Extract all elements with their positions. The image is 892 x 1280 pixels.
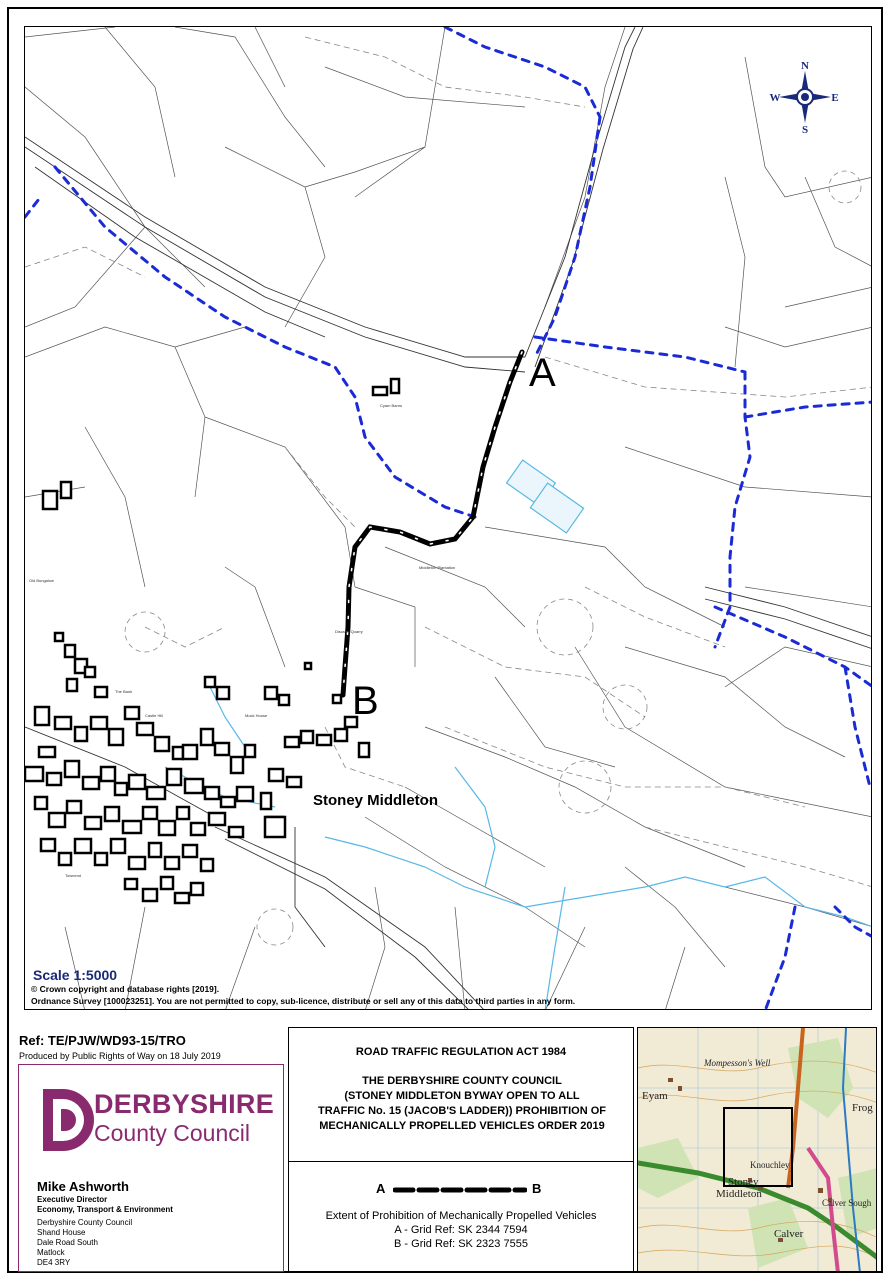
order-line: TRAFFIC No. 15 (JACOB'S LADDER)) PROHIBITION OF bbox=[317, 1105, 606, 1117]
produced-by: Produced by Public Rights of Way on 18 July 2019 bbox=[19, 1051, 221, 1061]
svg-text:Castle Hill: Castle Hill bbox=[145, 713, 164, 718]
legend-row bbox=[289, 1181, 633, 1201]
compass-n: N bbox=[801, 61, 809, 72]
legend-b: B bbox=[532, 1181, 542, 1196]
act-title: ROAD TRAFFIC REGULATION ACT 1984 bbox=[355, 1046, 567, 1058]
svg-text:Middleton Plantation: Middleton Plantation bbox=[419, 565, 456, 570]
address-line: Derbyshire County Council bbox=[37, 1218, 133, 1227]
dashed-paths bbox=[25, 37, 872, 887]
order-details-box bbox=[288, 1027, 634, 1272]
compass-rose-icon bbox=[769, 61, 841, 133]
council-info-box bbox=[18, 1064, 284, 1272]
streams bbox=[165, 677, 872, 1010]
director-title-1: Executive Director bbox=[37, 1195, 108, 1204]
svg-text:Townend: Townend bbox=[65, 873, 82, 878]
inset-label: Stoney bbox=[728, 1176, 759, 1188]
svg-text:The Bank: The Bank bbox=[115, 689, 133, 694]
scale-label: Scale 1:5000 bbox=[33, 967, 118, 983]
field-boundaries bbox=[25, 27, 872, 1010]
point-a-label: A bbox=[529, 351, 556, 395]
legend-a: A bbox=[376, 1181, 386, 1196]
director-name: Mike Ashworth bbox=[37, 1179, 129, 1194]
map-panel[interactable] bbox=[24, 26, 872, 1010]
address-line: Matlock bbox=[37, 1248, 65, 1257]
order-title bbox=[295, 1074, 629, 1134]
order-line: THE DERBYSHIRE COUNTY COUNCIL bbox=[362, 1075, 562, 1087]
point-b-label: B bbox=[352, 679, 379, 723]
town-label: Stoney Middleton bbox=[313, 792, 438, 809]
svg-text:Mock House: Mock House bbox=[245, 713, 268, 718]
order-line: MECHANICALLY PROPELLED VEHICLES ORDER 2019 bbox=[319, 1120, 605, 1132]
route-legend-line-icon bbox=[393, 1183, 527, 1197]
inset-label: Middleton bbox=[716, 1188, 762, 1200]
svg-text:Disused Quarry: Disused Quarry bbox=[335, 629, 363, 634]
reference-number: Ref: TE/PJW/WD93-15/TRO bbox=[19, 1033, 186, 1048]
compass-e: E bbox=[831, 92, 839, 104]
logo-line-1: DERBYSHIRE bbox=[94, 1089, 275, 1119]
compass-s: S bbox=[801, 124, 809, 133]
logo-line-2: County Council bbox=[94, 1120, 250, 1146]
route-a-b bbox=[343, 352, 522, 695]
inset-label: Calver bbox=[774, 1228, 804, 1240]
buildings bbox=[25, 379, 399, 903]
inset-label: Knouchley bbox=[750, 1160, 790, 1170]
location-inset-map[interactable] bbox=[637, 1027, 877, 1272]
address-line: Dale Road South bbox=[37, 1238, 98, 1247]
extent-description: Extent of Prohibition of Mechanically Propelled Vehicles bbox=[325, 1210, 597, 1222]
inset-label: Mompesson's Well bbox=[704, 1058, 771, 1068]
divider bbox=[289, 1161, 633, 1162]
copyright-line-2: Ordnance Survey [100023251]. You are not permitted to copy, sub-licence, distribute or sell any of this data to third parties in any form. bbox=[31, 996, 576, 1006]
inset-label: Frog bbox=[852, 1102, 873, 1114]
address-line: Shand House bbox=[37, 1228, 86, 1237]
rights-of-way bbox=[25, 27, 872, 1010]
director-title-2: Economy, Transport & Environment bbox=[37, 1205, 173, 1214]
roads bbox=[25, 27, 872, 1010]
inset-label: Eyam bbox=[642, 1090, 668, 1102]
inset-label: Calver Sough bbox=[822, 1198, 872, 1208]
copyright-line-1: © Crown copyright and database rights [2019]. bbox=[31, 984, 220, 994]
reservoirs bbox=[507, 460, 584, 533]
order-line: (STONEY MIDDLETON BYWAY OPEN TO ALL bbox=[344, 1090, 580, 1102]
map-base bbox=[25, 27, 872, 1010]
address-line: DE4 3RY bbox=[37, 1258, 71, 1267]
svg-text:Cyam Barns: Cyam Barns bbox=[380, 403, 403, 408]
grid-ref-b: B - Grid Ref: SK 2323 7555 bbox=[394, 1238, 528, 1250]
grid-ref-a: A - Grid Ref: SK 2344 7594 bbox=[394, 1224, 528, 1236]
compass-w: W bbox=[769, 92, 781, 104]
svg-text:Old Bungalow: Old Bungalow bbox=[29, 578, 54, 583]
